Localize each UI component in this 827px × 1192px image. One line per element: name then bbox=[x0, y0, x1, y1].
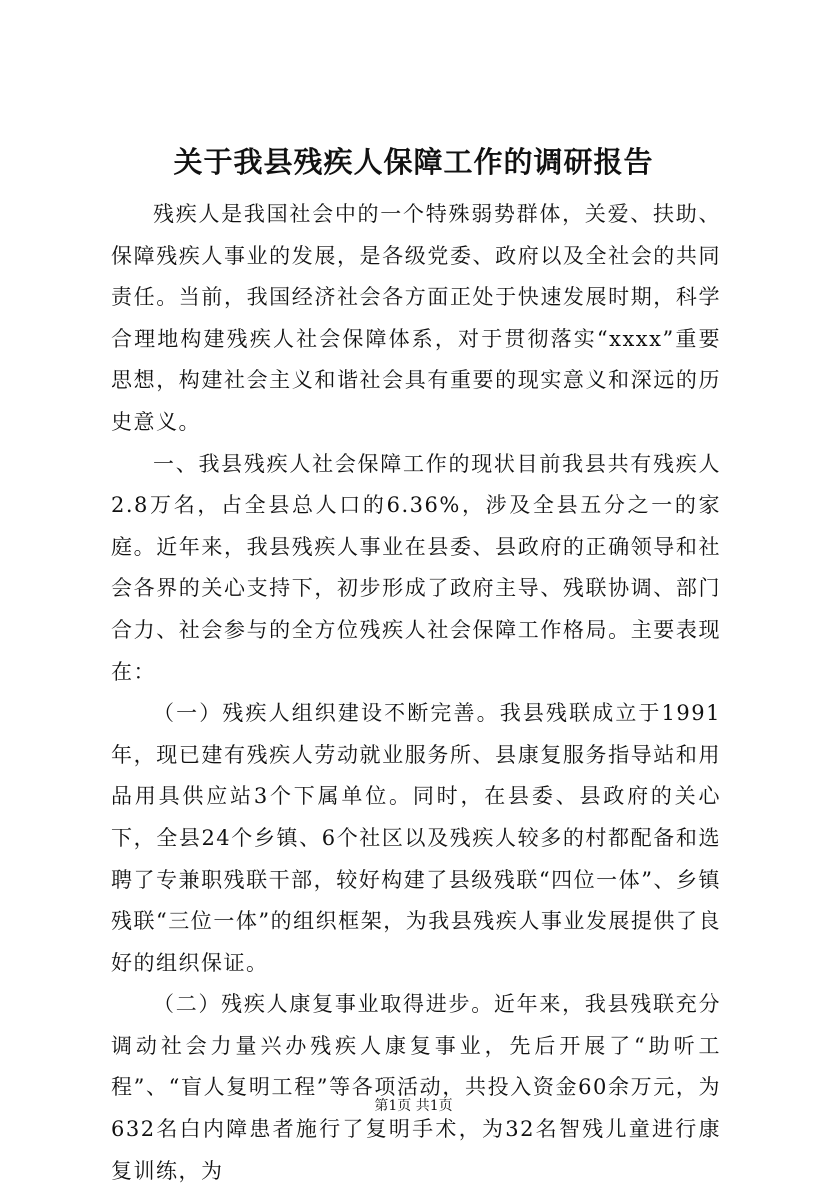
document-body bbox=[111, 194, 721, 1192]
paragraph-intro: 残疾人是我国社会中的一个特殊弱势群体，关爱、扶助、保障残疾人事业的发展，是各级党委、政府以及全社会的共同责任。当前，我国经济社会各方面正处于快速发展时期，科学合理地构建残疾人社会保障体系，对于贯彻落实“xxxx”重要思想，构建社会主义和谐社会具有重要的现实意义和深远的历史意义。 bbox=[111, 202, 721, 434]
page-footer: 第1页 共1页 bbox=[374, 1098, 453, 1114]
paragraph-section-1: 一、我县残疾人社会保障工作的现状目前我县共有残疾人2.8万名，占全县总人口的6.36%，涉及全县五分之一的家庭。近年来，我县残疾人事业在县委、县政府的正确领导和社会各界的关心支持下，初步形成了政府主导、残联协调、部门合力、社会参与的全方位残疾人社会保障工作格局。主要表现在： bbox=[111, 451, 721, 684]
document-title: 关于我县残疾人保障工作的调研报告 bbox=[173, 145, 654, 179]
paragraph-subsection-1: （一）残疾人组织建设不断完善。我县残联成立于1991年，现已建有残疾人劳动就业服务所、县康复服务指导站和用品用具供应站3个下属单位。同时，在县委、县政府的关心下，全县24个乡镇、6个社区以及残疾人较多的村都配备和选聘了专兼职残联干部，较好构建了县级残联“四位一体”、乡镇残联“三位一体”的组织框架，为我县残疾人事业发展提供了良好的组织保证。 bbox=[111, 701, 721, 975]
paragraph-subsection-2: （二）残疾人康复事业取得进步。近年来，我县残联充分调动社会力量兴办残疾人康复事业，先后开展了“助听工程”、“盲人复明工程”等各项活动，共投入资金60余万元，为632名白内障患者施行了复明手术，为32名智残儿童进行康复训练，为 bbox=[111, 992, 721, 1183]
